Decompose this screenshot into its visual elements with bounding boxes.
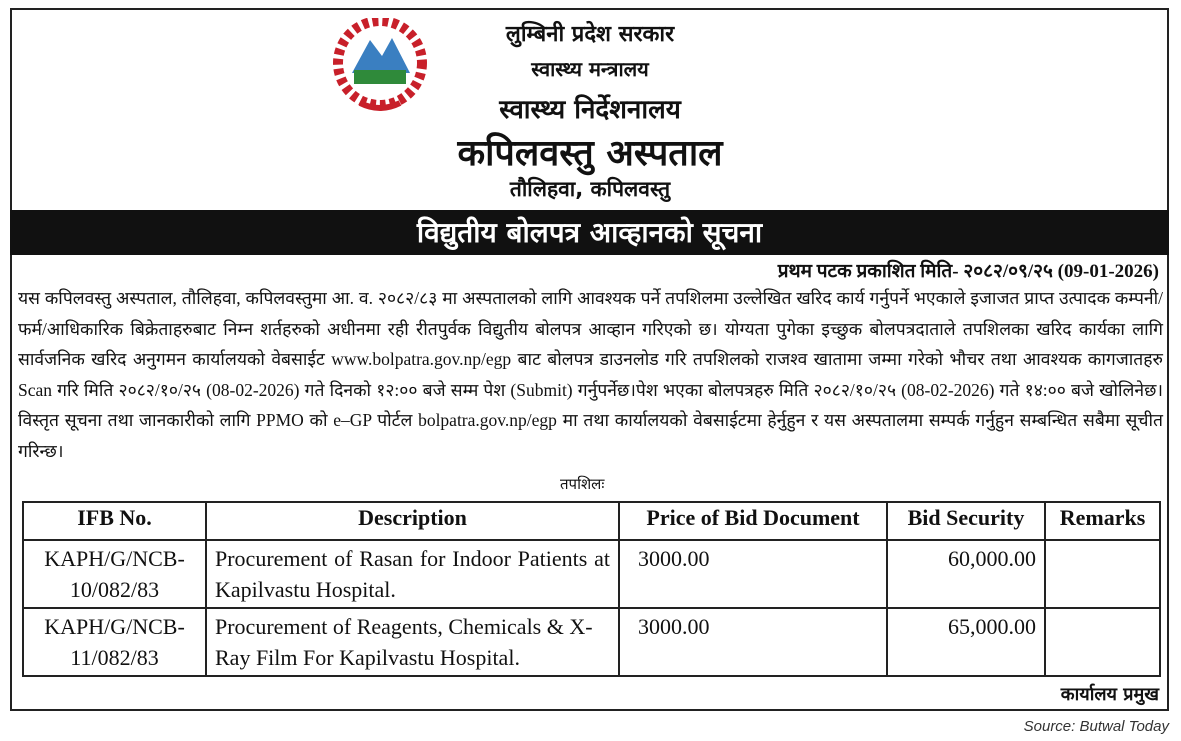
table-row xyxy=(23,540,1160,608)
office-location: तौलिहवा, कपिलवस्तु xyxy=(509,177,671,201)
published-date: प्रथम पटक प्रकाशित मिति- २०८२/०९/२५ (09-01-2026) xyxy=(777,261,1159,282)
description-cell: Procurement of Rasan for Indoor Patients at Kapilvastu Hospital. xyxy=(206,540,619,608)
signature-title: कार्यालय प्रमुख xyxy=(1060,684,1159,705)
remarks-cell xyxy=(1045,540,1160,608)
col-security: Bid Security xyxy=(887,502,1045,540)
notice-body: यस कपिलवस्तु अस्पताल, तौलिहवा, कपिलवस्तुमा आ. व. २०८२/८३ मा अस्पतालको लागि आवश्यक पर्ने तपशिलमा उल्लेखित खरिद कार्य गर्नुपर्ने भएकाले इजाजत प्राप्त उत्पादक कम्पनी/फर्म/आधिकारिक बिक्रेताहरुबाट निम्न शर्तहरुको अधीनमा रही रीतपुर्वक विद्युतीय बोलपत्र आव्हान गरिएको छ। योग्यता पुगेका इच्छुक बोलपत्रदाताले तपशिलका खरिद कार्यका लागि सार्वजनिक खरिद अनुगमन कार्यालयको वेबसाईट www.bolpatra.gov.np/egp बाट बोलपत्र डाउनलोड गरि तपशिलको राजश्व खातामा जम्मा गरेको भौचर तथा आवश्यक कागजातहरु Scan गरि मिति २०८२/१०/२५ (08-02-2026) गते दिनको १२:०० बजे सम्म पेश (Submit) गर्नुपर्नेछ।पेश भएका बोलपत्रहरु मिति २०८२/१०/२५ (08-02-2026) गते १४:०० बजे खोलिनेछ। विस्तृत सूचना तथा जानकारीको लागि PPMO को e–GP पोर्टल bolpatra.gov.np/egp मा तथा कार्यालयको वेबसाईटमा हेर्नुहुन र यस अस्पतालमा सम्पर्क गर्नुहुन सम्बन्धित सबैमा सूचीत गरिन्छ। xyxy=(18,288,1163,461)
price-cell: 3000.00 xyxy=(619,608,887,676)
ifb-cell: KAPH/G/NCB-11/082/83 xyxy=(23,608,206,676)
remarks-cell xyxy=(1045,608,1160,676)
table-header-row xyxy=(23,502,1160,540)
header-line3: स्वास्थ्य निर्देशनालय xyxy=(499,95,681,125)
col-price: Price of Bid Document xyxy=(619,502,887,540)
col-remarks: Remarks xyxy=(1045,502,1160,540)
source-credit: Source: Butwal Today xyxy=(1023,718,1169,735)
description-cell: Procurement of Reagents, Chemicals & X-Ray Film For Kapilvastu Hospital. xyxy=(206,608,619,676)
security-cell: 60,000.00 xyxy=(887,540,1045,608)
header-line2: स्वास्थ्य मन्त्रालय xyxy=(531,57,649,81)
header-line1: लुम्बिनी प्रदेश सरकार xyxy=(505,22,675,47)
notice-title: विद्युतीय बोलपत्र आव्हानको सूचना xyxy=(10,210,1169,255)
schedule-label: तपशिलः xyxy=(560,477,605,493)
price-cell: 3000.00 xyxy=(619,540,887,608)
bid-table xyxy=(22,501,1161,677)
col-ifb: IFB No. xyxy=(23,502,206,540)
table-row xyxy=(23,608,1160,676)
ifb-cell: KAPH/G/NCB-10/082/83 xyxy=(23,540,206,608)
security-cell: 65,000.00 xyxy=(887,608,1045,676)
col-description: Description xyxy=(206,502,619,540)
office-name: कपिलवस्तु अस्पताल xyxy=(457,133,723,174)
